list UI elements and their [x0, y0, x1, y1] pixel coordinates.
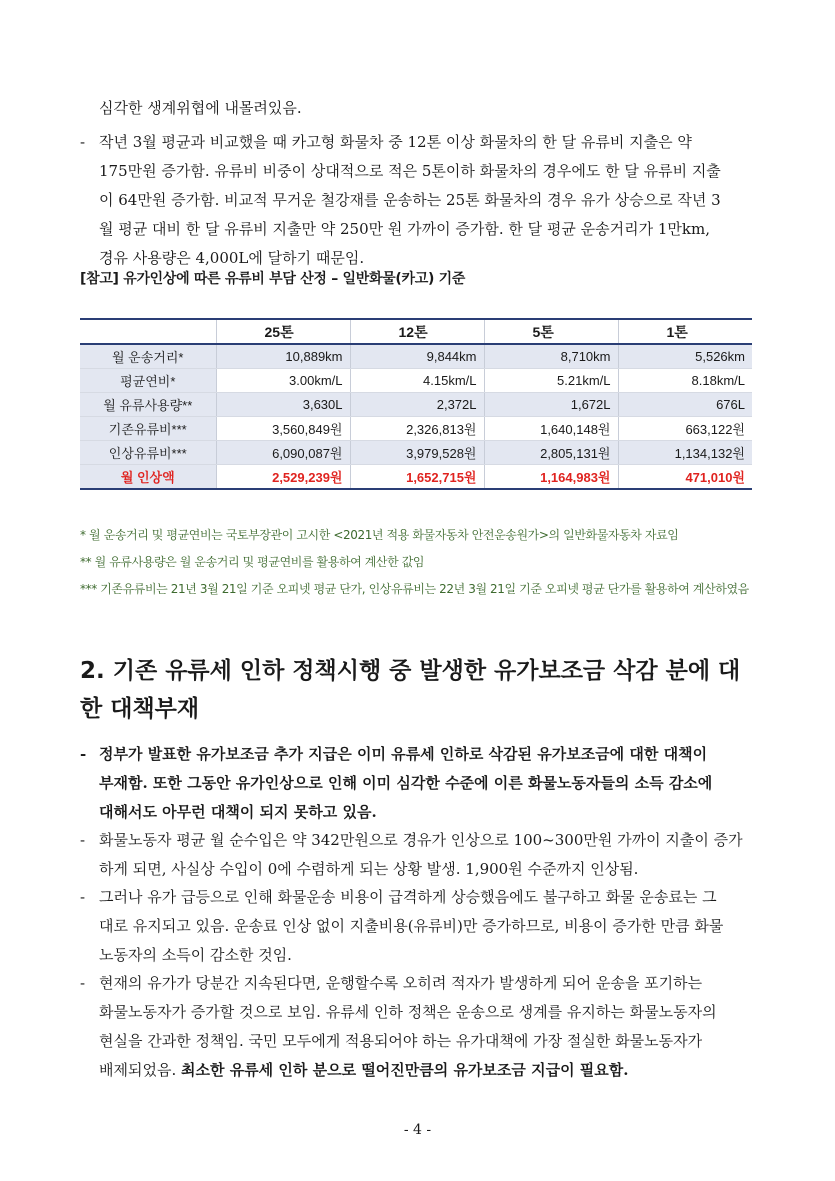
bullet-dash: -	[80, 745, 87, 763]
table-header-cell: 1톤	[618, 319, 752, 344]
table-cell: 3,560,849원	[216, 417, 350, 441]
bullet-line: 175만원 증가함. 유류비 비중이 상대적으로 적은 5톤이하 화물차의 경우에도 한 달 유류비 지출	[99, 162, 721, 180]
table-cell: 5,526km	[618, 344, 752, 369]
bullet-dash: -	[80, 133, 86, 151]
last-line-text: 배제되었음.	[99, 1061, 181, 1079]
table-header-cell: 5톤	[484, 319, 618, 344]
table-row	[80, 393, 752, 417]
bullet-line: 대로 유지되고 있음. 운송료 인상 없이 지출비용(유류비)만 증가하므로, 비용이 증가한 만큼 화물	[99, 917, 724, 935]
bullet-fuel-cost-increase	[80, 128, 760, 273]
footnote-1: * 월 운송거리 및 평균연비는 국토부장관이 고시한 <2021년 적용 화물자동차 안전운송원가>의 일반화물자동차 자료임	[80, 528, 679, 542]
table-cell: 471,010원	[618, 465, 752, 490]
table-cell: 1,672L	[484, 393, 618, 417]
bullet-text	[80, 826, 760, 884]
bullet-dash: -	[80, 888, 86, 906]
intro-tail: 심각한 생계위협에 내몰려있음.	[99, 99, 302, 117]
bullet-no-countermeasure	[80, 740, 760, 827]
table-cell: 2,326,813원	[350, 417, 484, 441]
bullet-dash: -	[80, 974, 86, 992]
table-cell: 1,134,132원	[618, 441, 752, 465]
table-cell: 4.15km/L	[350, 369, 484, 393]
table-cell: 8,710km	[484, 344, 618, 369]
row-label: 월 인상액	[80, 465, 216, 490]
table-cell: 676L	[618, 393, 752, 417]
bullet-last-line	[99, 1056, 760, 1085]
bullet-line: 화물노동자 평균 월 순수입은 약 342만원으로 경유가 인상으로 100~300만원 가까이 지출이 증가	[99, 831, 743, 849]
footnote-2: ** 월 유류사용량은 월 운송거리 및 평균연비를 활용하여 계산한 값임	[80, 555, 425, 569]
table-cell: 5.21km/L	[484, 369, 618, 393]
bullet-line: 경유 사용량은 4,000L에 달하기 때문임.	[99, 249, 365, 267]
table-cell: 3,979,528원	[350, 441, 484, 465]
bullet-line: 월 평균 대비 한 달 유류비 지출만 약 250만 원 가까이 증가함. 한 달 평균 운송거리가 1만km,	[99, 220, 710, 238]
reference-title: [참고] 유가인상에 따른 유류비 부담 산정 – 일반화물(카고) 기준	[80, 271, 466, 287]
row-label: 월 유류사용량**	[80, 393, 216, 417]
table-header-cell	[80, 319, 216, 344]
table-cell: 6,090,087원	[216, 441, 350, 465]
table-cell: 3.00km/L	[216, 369, 350, 393]
bullet-text	[80, 883, 760, 970]
row-label: 평균연비*	[80, 369, 216, 393]
bullet-line: 현실을 간과한 정책임. 국민 모두에게 적용되어야 하는 유가대책에 가장 절실한 화물노동자가	[99, 1032, 703, 1050]
table-header-cell: 12톤	[350, 319, 484, 344]
table-cell: 9,844km	[350, 344, 484, 369]
bullet-line: 그러나 유가 급등으로 인해 화물운송 비용이 급격하게 상승했음에도 불구하고 화물 운송료는 그	[99, 888, 717, 906]
table-cell: 1,652,715원	[350, 465, 484, 490]
bullet-line: 이 64만원 증가함. 비교적 무거운 철강재를 운송하는 25톤 화물차의 경우 유가 상승으로 작년 3	[99, 191, 721, 209]
table-row	[80, 417, 752, 441]
bullet-dash: -	[80, 831, 86, 849]
table-cell: 1,164,983원	[484, 465, 618, 490]
table-row	[80, 369, 752, 393]
bullet-line: 화물노동자가 증가할 것으로 보임. 유류세 인하 정책은 운송으로 생계를 유지하는 화물노동자의	[99, 1003, 717, 1021]
table-cell: 3,630L	[216, 393, 350, 417]
bullet-text	[80, 969, 760, 1085]
table-header-cell: 25톤	[216, 319, 350, 344]
row-label: 월 운송거리*	[80, 344, 216, 369]
table-header-row	[80, 319, 752, 344]
bullet-line: 현재의 유가가 당분간 지속된다면, 운행할수록 오히려 적자가 발생하게 되어 운송을 포기하는	[99, 974, 703, 992]
bullet-line: 대해서도 아무런 대책이 되지 못하고 있음.	[99, 803, 377, 821]
table-cell: 2,805,131원	[484, 441, 618, 465]
bullet-line: 작년 3월 평균과 비교했을 때 카고형 화물차 중 12톤 이상 화물차의 한 달 유류비 지출은 약	[99, 133, 692, 151]
bullet-text	[80, 128, 760, 273]
bullet-line: 정부가 발표한 유가보조금 추가 지급은 이미 유류세 인하로 삭감된 유가보조금에 대한 대책이	[99, 745, 708, 763]
bullet-net-income	[80, 826, 760, 884]
bullet-line: 하게 되면, 사실상 수입이 0에 수렴하게 되는 상황 발생. 1,900원 수준까지 인상됨.	[99, 860, 639, 878]
table-row	[80, 441, 752, 465]
bullet-freight-rates	[80, 883, 760, 970]
table-cell: 2,529,239원	[216, 465, 350, 490]
bullet-line: 노동자의 소득이 감소한 것임.	[99, 946, 292, 964]
table-row-monthly-increase	[80, 465, 752, 490]
bullet-text	[80, 740, 760, 827]
table-cell: 10,889km	[216, 344, 350, 369]
table-cell: 8.18km/L	[618, 369, 752, 393]
last-line-emphasis: 최소한 유류세 인하 분으로 떨어진만큼의 유가보조금 지급이 필요함.	[181, 1061, 629, 1079]
row-label: 기존유류비***	[80, 417, 216, 441]
table-cell: 2,372L	[350, 393, 484, 417]
footnote-3: *** 기존유류비는 21년 3월 21일 기준 오피넷 평균 단가, 인상유류비는 22년 3월 21일 기준 오피넷 평균 단가를 활용하여 계산하였음	[80, 582, 749, 596]
page-number: - 4 -	[403, 1122, 432, 1138]
table-row	[80, 344, 752, 369]
bullet-current-oil-price	[80, 969, 760, 1085]
table-cell: 1,640,148원	[484, 417, 618, 441]
bullet-line: 부재함. 또한 그동안 유가인상으로 인해 이미 심각한 수준에 이른 화물노동자들의 소득 감소에	[99, 774, 713, 792]
row-label: 인상유류비***	[80, 441, 216, 465]
fuel-cost-table	[80, 318, 752, 490]
table-cell: 663,122원	[618, 417, 752, 441]
section-heading: 2. 기존 유류세 인하 정책시행 중 발생한 유가보조금 삭감 분에 대한 대책부재	[80, 658, 741, 722]
